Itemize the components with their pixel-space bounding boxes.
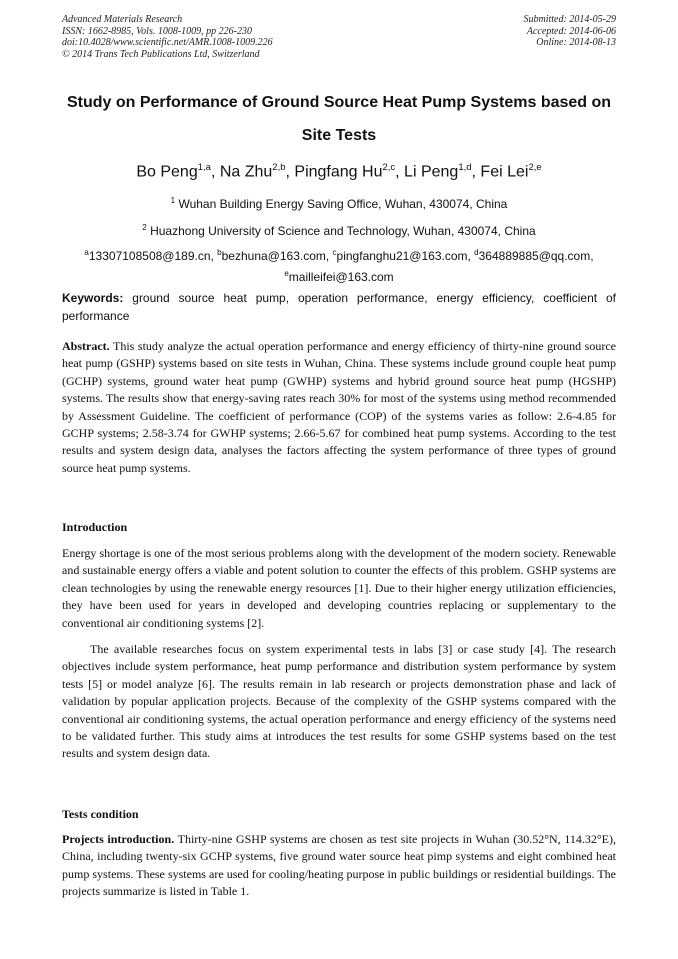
online-date: Online: 2014-08-13 — [536, 37, 616, 48]
keywords-label: Keywords: — [62, 291, 124, 305]
affiliation-sup: 1 — [170, 196, 176, 205]
author-name: Fei Lei — [480, 163, 529, 181]
journal-info — [62, 14, 273, 60]
doi-line: doi:10.4028/www.scientific.net/AMR.1008-1009.226 — [62, 37, 273, 48]
title-line-1: Study on Performance of Ground Source Heat Pump Systems based on — [66, 94, 612, 111]
author-name: Bo Peng — [136, 163, 198, 181]
author-sup: 1,a — [197, 162, 211, 173]
author-sup: 2,e — [528, 162, 542, 173]
affiliation-sup: 2 — [142, 223, 147, 232]
email-list: $^a$13307108508@189.cn, $^b$bezhuna@163.com, $^c$pingfanghu21@163.com, $^d$364889885@qq.com, $^e$mailleifei@163.com — [84, 248, 594, 284]
copyright-line: © 2014 Trans Tech Publications Ltd, Switzerland — [62, 48, 260, 60]
tests-condition-heading: Tests condition — [62, 807, 139, 821]
email-sup: e — [284, 269, 289, 278]
projects-introduction-text: Thirty-nine GSHP systems are chosen as test site projects in Wuhan (30.52°N, 114.32°E), China, including twenty-six GCHP systems, five ground water source heat pimp systems and eight combined heat pump systems. These systems are used for cooling/heating purpose in public buildings or residential buildings. The projects summarize is listed in Table 1. — [62, 832, 616, 899]
email-link[interactable]: bezhuna@163.com — [221, 249, 326, 263]
introduction-paragraph-2: The available researches focus on system experimental tests in labs [3] or case study [4]. The research objectives include system performance, heat pump performance and distribution system performance by system tests [5] or model analyze [6]. The results remain in lab research or projects demonstration phase and lack of validation by popular application projects. Because of the complexity of the GSHP systems compared with the conventional air conditioning systems, the actual operation performance and energy efficiency of the systems need to be validated further. This study aims at introduces the test results for some GSHP systems based on the test results and system design data. — [62, 642, 616, 761]
author-sup: 1,d — [458, 162, 472, 173]
journal-name: Advanced Materials Research — [62, 14, 183, 25]
email-link[interactable]: 364889885@qq.com — [478, 249, 591, 263]
author-name: Pingfang Hu — [294, 163, 383, 181]
introduction-heading: Introduction — [62, 520, 128, 534]
introduction-paragraph-1: Energy shortage is one of the most serious problems along with the development of the modern society. Renewable and sustainable energy offers a viable and potent solution to counter the effects of this problem. GSHP systems are clean technologies by using the renewable energy resources [1]. Due to their higher energy utilization efficiencies, they have been used for years in developed and developing countries replacing or supplementary to the conventional air conditioning systems [2]. — [62, 546, 616, 630]
author-sup: 2,b — [272, 162, 286, 173]
email-sup: a — [84, 248, 89, 257]
email-link[interactable]: 13307108508@189.cn — [88, 249, 211, 263]
email-sup: b — [217, 248, 222, 257]
author-list: Bo Peng$^{1,a}$, Na Zhu$^{2,b}$, Pingfang Hu$^{2,c}$, Li Peng$^{1,d}$, Fei Lei$^{2,e}$ — [136, 162, 542, 181]
affiliation-2 — [62, 220, 616, 239]
email-link[interactable]: mailleifei@163.com — [288, 270, 394, 284]
projects-introduction-label: Projects introduction. — [62, 832, 175, 846]
keywords-text: ground source heat pump, operation performance, energy efficiency, coefficient of performance — [62, 291, 616, 323]
affiliation-text: Huazhong University of Science and Technology, Wuhan, 430074, China — [150, 224, 536, 238]
projects-introduction-paragraph — [62, 831, 616, 901]
affiliation-1 — [62, 193, 616, 212]
abstract-text: This study analyze the actual operation performance and energy efficiency of thirty-nine ground source heat pump (GSHP) systems based on site tests in Wuhan, China. These systems include ground couple heat pump (GCHP) systems, ground water heat pump (GWHP) systems and hybrid ground source heat pump (HGSHP) systems. The results show that energy-saving rates reach 30% for most of the systems using method recommended by Assessment Guideline. The coefficient of performance (COP) of the systems varies as follow: 2.6-4.85 for GCHP systems; 2.58-3.74 for GWHP systems; 2.66-5.67 for combined heat pump systems. According to the test results and system design data, analyses the factors affecting the system performance of three types of ground source heat pump systems. — [62, 339, 616, 475]
paper-title — [62, 86, 616, 152]
abstract — [62, 338, 616, 477]
title-line-2: Site Tests — [301, 127, 377, 144]
submission-dates — [524, 14, 617, 49]
email-link[interactable]: pingfanghu21@163.com — [336, 249, 468, 263]
affiliation-text: Wuhan Building Energy Saving Office, Wuhan, 430074, China — [178, 197, 508, 211]
accepted-date: Accepted: 2014-06-06 — [526, 25, 616, 37]
author-name: Li Peng — [404, 163, 459, 181]
author-sup: 2,c — [382, 162, 396, 173]
author-name: Na Zhu — [219, 163, 273, 181]
email-sup: c — [332, 248, 337, 257]
keywords — [62, 290, 616, 325]
submitted-date: Submitted: 2014-05-29 — [523, 14, 616, 25]
issn-line: ISSN: 1662-8985, Vols. 1008-1009, pp 226-230 — [62, 25, 252, 37]
abstract-label: Abstract. — [62, 339, 110, 353]
email-sup: d — [474, 248, 479, 257]
